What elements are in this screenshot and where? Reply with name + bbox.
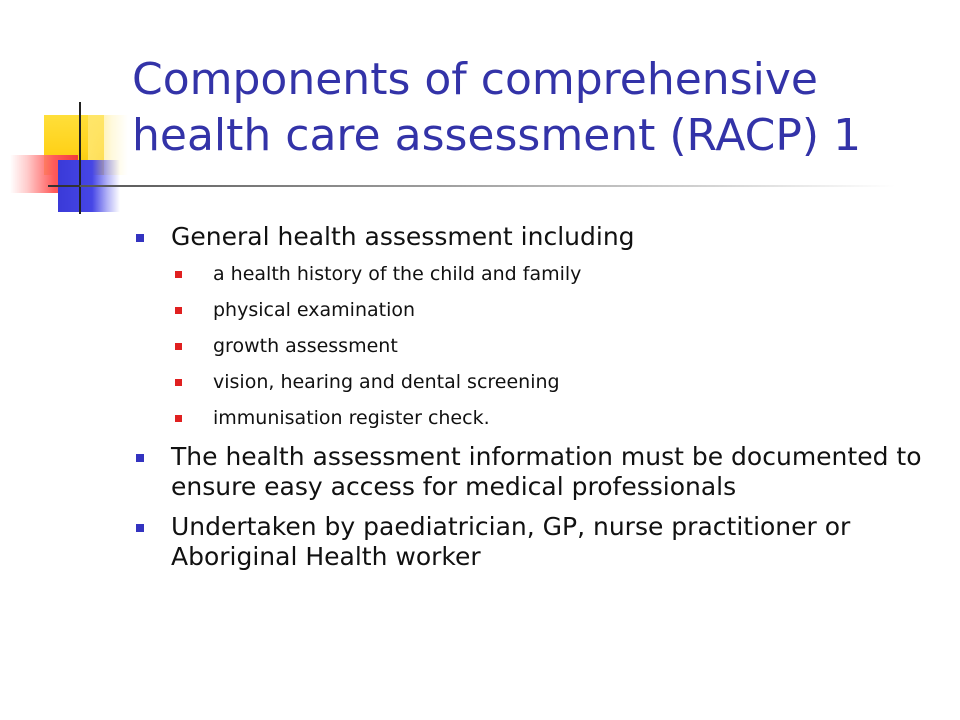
square-bullet-icon	[136, 234, 144, 242]
square-bullet-icon	[136, 524, 144, 532]
slide-body	[134, 222, 924, 582]
sub-bullet-text: growth assessment	[213, 335, 398, 357]
sub-list-item	[171, 406, 924, 430]
bullet-text: General health assessment including	[171, 222, 635, 251]
bullet-text: Undertaken by paediatrician, GP, nurse practitioner or Aboriginal Health worker	[171, 512, 851, 571]
sub-bullet-text: physical examination	[213, 299, 416, 321]
title-underline	[80, 185, 895, 187]
sub-list-item	[171, 334, 924, 358]
list-item	[134, 512, 924, 572]
square-bullet-icon	[175, 343, 182, 350]
list-item	[134, 222, 924, 430]
sub-list-item	[171, 370, 924, 394]
bullet-list	[134, 222, 924, 572]
ornament-vertical-line	[79, 102, 81, 214]
square-bullet-icon	[175, 379, 182, 386]
sub-bullet-text: a health history of the child and family	[213, 263, 582, 285]
square-bullet-icon	[136, 454, 144, 462]
bullet-text: The health assessment information must be documented to ensure easy access for medical professionals	[171, 442, 922, 501]
sub-list-item	[171, 298, 924, 322]
square-bullet-icon	[175, 307, 182, 314]
corner-ornament	[0, 0, 140, 230]
sub-bullet-text: immunisation register check.	[213, 407, 490, 429]
square-bullet-icon	[175, 271, 182, 278]
sub-bullet-list	[171, 262, 924, 430]
sub-list-item	[171, 262, 924, 286]
sub-bullet-text: vision, hearing and dental screening	[213, 371, 560, 393]
slide-title: Components of comprehensive health care assessment (RACP) 1	[132, 54, 862, 161]
list-item	[134, 442, 924, 502]
square-bullet-icon	[175, 415, 182, 422]
